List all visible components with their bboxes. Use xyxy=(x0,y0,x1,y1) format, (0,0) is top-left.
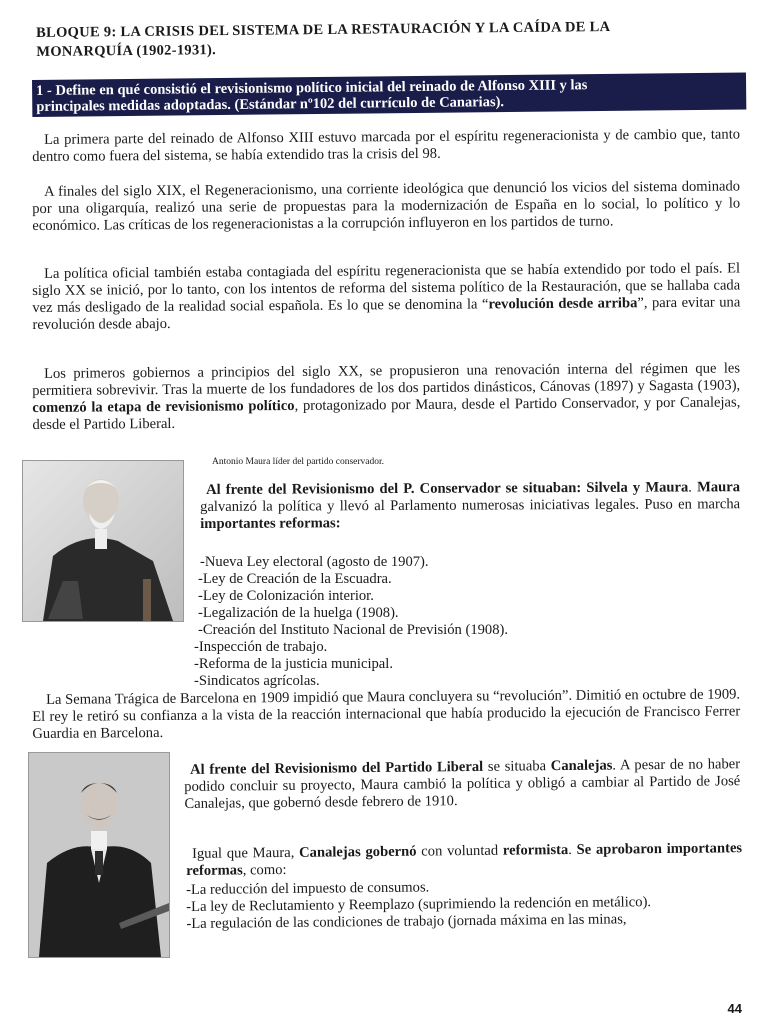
list-item: -La ley de Reclutamiento y Reemplazo (suprimiendo la redención en metálico). xyxy=(186,894,652,915)
list-item: -Sindicatos agrícolas. xyxy=(194,673,320,689)
list-item: -Nueva Ley electoral (agosto de 1907). xyxy=(200,554,429,570)
maura-lead: Al frente del Revisionismo del P. Conservador se situaban xyxy=(205,480,577,498)
paragraph-3-end: ”, para evitar una revolución desde abajo. xyxy=(32,294,741,333)
list-item: -Ley de Creación de la Escuadra. xyxy=(198,571,392,587)
page-number: 44 xyxy=(727,1001,742,1016)
maura-reforms-heading: importantes reformas: xyxy=(200,515,341,532)
paragraph-4-end: , protagonizado por Maura, desde el Partido Conservador, y por Canalejas, desde el Partido Liberal. xyxy=(32,394,741,433)
paragraph-4-bold: comenzó la etapa de revisionismo político xyxy=(32,397,295,416)
maura-reforms-list xyxy=(194,554,509,690)
maura-text: galvanizó la política y llevó al Parlamento numerosas iniciativas legales. Puso en marcha xyxy=(200,496,741,515)
list-item: -Reforma de la justicia municipal. xyxy=(194,656,393,672)
maura-name: Maura xyxy=(697,479,741,496)
canalejas-reformas-heading: Se aprobaron importantes reformas xyxy=(186,840,743,879)
list-item: -Legalización de la huelga (1908). xyxy=(198,605,399,621)
question-line-2: principales medidas adoptadas. (Estándar nº102 del currículo de Canarias). xyxy=(36,94,505,115)
list-item: -La regulación de las condiciones de trabajo (jornada máxima en las minas, xyxy=(186,911,627,932)
canalejas-reformista: reformista xyxy=(502,841,569,859)
list-item: -La reducción del impuesto de consumos. xyxy=(186,879,430,898)
paragraph-1 xyxy=(32,126,740,166)
maura-caption: Antonio Maura líder del partido conservador. xyxy=(212,457,385,467)
canalejas-photo xyxy=(28,752,170,958)
canalejas-name: Canalejas xyxy=(550,757,613,775)
paragraph-1-text: La primera parte del reinado de Alfonso XIII estuvo marcada por el espíritu regeneracionista y de cambio que, tanto dentro como fuera del sistema, se había extendido tras la crisis del 98. xyxy=(32,126,741,165)
maura-names: Silvela y Maura xyxy=(586,479,689,496)
paragraph-3 xyxy=(32,260,741,334)
canalejas-reforms-list xyxy=(186,876,743,933)
paragraph-2 xyxy=(32,178,740,235)
question-line-1: 1 - Define en qué consistió el revisionismo político inicial del reinado de Alfonso XIII y las xyxy=(36,77,588,99)
canalejas-gobierno: Canalejas gobernó xyxy=(299,843,417,861)
canalejas-text: . A pesar de no haber podido concluir su proyecto, Maura cambió la política y obligó a cambiar al Partido de José Canalejas, que gobernó desde febrero de 1910. xyxy=(184,756,741,812)
list-item: -Creación del Instituto Nacional de Previsión (1908). xyxy=(198,622,509,638)
canalejas-reforms-intro: Igual que Maura, Canalejas gobernó con voluntad reformista. Se aprobaron importantes reformas, como: xyxy=(186,840,743,879)
paragraph-4 xyxy=(32,360,741,434)
question-banner xyxy=(32,73,746,117)
list-item: -Inspección de trabajo. xyxy=(194,639,328,655)
canalejas-section: Al frente del Revisionismo del Partido Liberal se situaba Canalejas. A pesar de no haber podido concluir su proyecto, Maura cambió la política y obligó a cambiar al Partido de José Canalejas, que gobernó desde febrero de 1910. xyxy=(184,756,741,812)
paragraph-3-bold: revolución desde arriba xyxy=(488,295,638,313)
paragraph-4-text: Los primeros gobiernos a principios del siglo XX, se propusieron una renovación interna del régimen que les permitiera sobrevivir. Tras la muerte de los fundadores de los dos partidos dinásticos, Cánovas (1897) y Sagasta (1903), xyxy=(32,360,741,399)
canalejas-portrait-image xyxy=(29,753,169,957)
canalejas-lead: Al frente del Revisionismo del Partido Liberal xyxy=(189,758,484,778)
title-line-1: BLOQUE 9: LA CRISIS DEL SISTEMA DE LA RESTAURACIÓN Y LA CAÍDA DE LA xyxy=(36,18,611,41)
paragraph-3-text: La política oficial también estaba contagiada del espíritu regeneracionista que se había extendido por todo el país. El siglo XX se inició, por lo tanto, con los intentos de reforma del sistema político de la Restauración, que se hallaba cada vez más desligado de la realidad social española. Es lo que se denomina la “ xyxy=(32,260,741,316)
semana-tragica-paragraph xyxy=(32,686,740,743)
title-line-2: MONARQUÍA (1902-1931). xyxy=(36,42,217,60)
semana-tragica-text: La Semana Trágica de Barcelona en 1909 impidió que Maura concluyera su “revolución”. Dimitió en octubre de 1909. El rey le retiró su confianza a la vista de la reacción internacional que había producido la ejecución de Francisco Ferrer Guardia en Barcelona. xyxy=(32,686,741,742)
list-item: -Ley de Colonización interior. xyxy=(198,588,374,604)
page-title xyxy=(36,17,740,62)
maura-photo xyxy=(22,460,184,622)
maura-section: Al frente del Revisionismo del P. Conservador se situaban: Silvela y Maura. Maura galvanizó la política y llevó al Parlamento numerosas iniciativas legales. Puso en marcha importantes reformas: xyxy=(200,479,741,532)
maura-portrait-image xyxy=(23,461,183,621)
paragraph-2-text: A finales del siglo XIX, el Regeneracionismo, una corriente ideológica que denunció los vicios del sistema dominado por una oligarquía, realizó una serie de propuestas para la modernización de España en lo social, lo político y lo económico. Las críticas de los regeneracionistas a la corrupción influyeron en los partidos de turno. xyxy=(32,178,741,234)
